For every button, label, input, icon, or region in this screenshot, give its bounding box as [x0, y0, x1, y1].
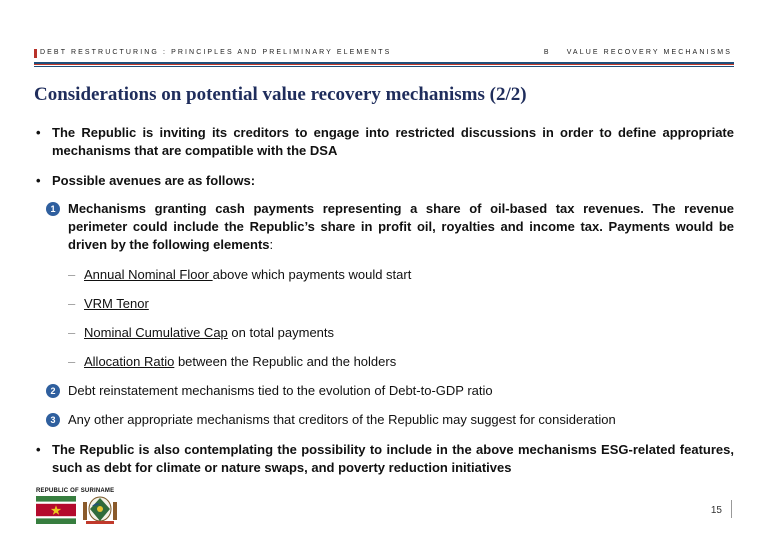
bullet-avenues: • Possible avenues are as follows: — [34, 172, 734, 190]
element-item — [34, 353, 734, 371]
coat-of-arms-icon — [82, 494, 118, 526]
number-badge-3: 3 — [46, 413, 60, 427]
numbered-item-1 — [34, 200, 734, 254]
main-content — [34, 124, 734, 477]
header-right — [544, 49, 732, 56]
bullet-esg: • The Republic is also contemplating the possibility to include in the above mechanisms ESG-related features, such as debt for climate or nature swaps, and poverty reduction initiatives — [34, 441, 734, 477]
item-3-text: Any other appropriate mechanisms that creditors of the Republic may suggest for consideration — [68, 412, 616, 427]
header-rule-red — [34, 64, 734, 65]
number-badge-1: 1 — [46, 202, 60, 216]
item-2-text: Debt reinstatement mechanisms tied to the evolution of Debt-to-GDP ratio — [68, 383, 493, 398]
bullet-invite: • The Republic is inviting its creditors to engage into restricted discussions in order to define appropriate mechanisms that are compatible with the DSA — [34, 124, 734, 160]
page-title: Considerations on potential value recovery mechanisms (2/2) — [34, 84, 527, 105]
element-term: Nominal Cumulative Cap — [84, 325, 228, 340]
element-desc: on total payments — [227, 325, 335, 340]
element-desc: between the Republic and the holders — [174, 354, 397, 369]
country-label: REPUBLIC OF SURINAME — [36, 488, 115, 494]
header-rule-thin — [34, 66, 734, 67]
section-title: VALUE RECOVERY MECHANISMS — [566, 49, 732, 56]
numbered-item-3 — [34, 411, 734, 429]
page-number: 15 — [710, 505, 722, 516]
element-term: Allocation Ratio — [84, 354, 175, 369]
item-1-colon: : — [269, 237, 274, 252]
item-1-text: Mechanisms granting cash payments representing a share of oil-based tax revenues. The revenue perimeter could include the Republic’s share in profit oil, royalties and income tax. Payments would be driven by the following elements — [68, 201, 734, 252]
section-number: B — [543, 49, 551, 56]
header-marker — [34, 49, 37, 58]
element-term: Annual Nominal Floor — [84, 267, 213, 282]
numbered-item-2 — [34, 382, 734, 400]
element-desc: above which payments would start — [212, 267, 412, 282]
element-item — [34, 266, 734, 284]
header-left-title: DEBT RESTRUCTURING : PRINCIPLES AND PRELIMINARY ELEMENTS — [40, 49, 392, 56]
number-badge-2: 2 — [46, 384, 60, 398]
element-item — [34, 324, 734, 342]
page-number-divider — [731, 500, 732, 518]
suriname-flag-icon — [36, 496, 76, 524]
element-term: VRM Tenor — [84, 296, 149, 311]
element-item — [34, 295, 734, 313]
